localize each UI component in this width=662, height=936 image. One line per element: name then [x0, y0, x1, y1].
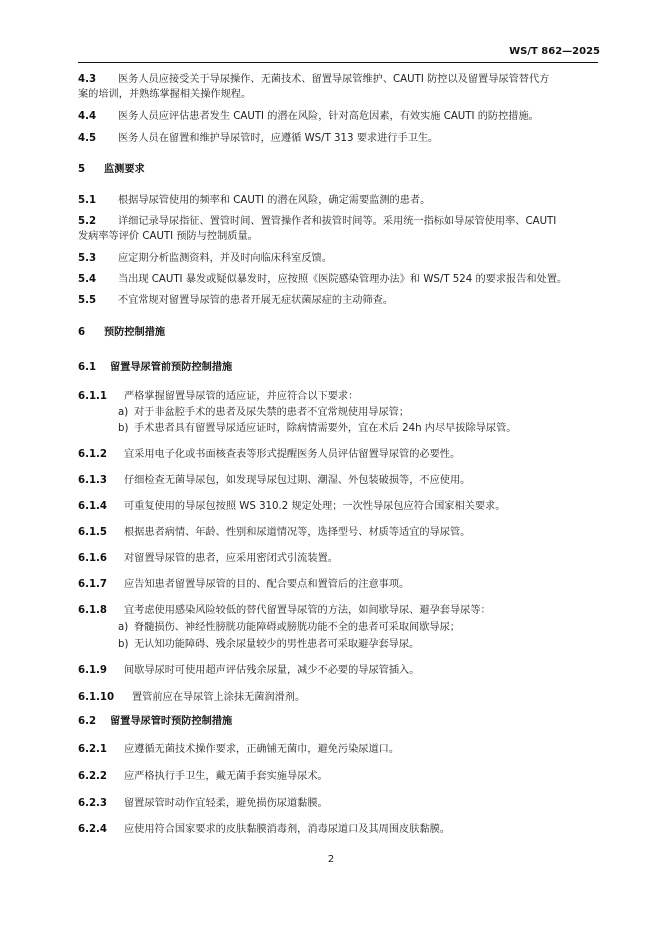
- section-number: 5: [78, 164, 86, 175]
- subsection-title: 留置导尿管时预防控制措施: [110, 716, 233, 727]
- clause-text: 可重复使用的导尿包按照 WS 310.2 规定处理；一次性导尿包应符合国家相关要求。: [124, 501, 506, 512]
- clause-number: 4.5: [78, 133, 97, 144]
- clause-6-2-1: [78, 742, 598, 757]
- clause-6-1-3: [78, 473, 598, 488]
- clause-6-2-2: [78, 769, 598, 784]
- clause-6-2-3: [78, 796, 598, 811]
- clause-text: 严格掌握留置导尿管的适应证，并应符合以下要求：: [124, 391, 359, 402]
- clause-number: 6.1.6: [78, 553, 108, 564]
- clause-number: 6.1.2: [78, 449, 108, 460]
- clause-text: 留置尿管时动作宜轻柔，避免损伤尿道黏膜。: [124, 798, 328, 809]
- clause-text: 医务人员应接受关于导尿操作、无菌技术、留置导尿管维护、CAUTI 防控以及留置导尿管替代方: [118, 74, 550, 85]
- clause-text: 仔细检查无菌导尿包，如发现导尿包过期、潮湿、外包装破损等，不应使用。: [124, 475, 471, 486]
- list-item-b: [118, 637, 598, 652]
- clause-number: 6.1.10: [78, 692, 115, 703]
- clause-4-4: [78, 109, 598, 124]
- clause-number: 5.1: [78, 195, 97, 206]
- section-title: 预防控制措施: [104, 327, 166, 338]
- clause-text: 详细记录导尿指征、置管时间、置管操作者和拔管时间等。采用统一指标如导尿管使用率、CAUTI: [118, 216, 557, 227]
- clause-6-1-4: [78, 499, 598, 514]
- clause-6-1-9: [78, 663, 598, 678]
- clause-text: 根据患者病情、年龄、性别和尿道情况等，选择型号、材质等适宜的导尿管。: [124, 527, 471, 538]
- subsection-number: 6.1: [78, 362, 97, 373]
- clause-number: 4.4: [78, 111, 97, 122]
- clause-text: 根据导尿管使用的频率和 CAUTI 的潜在风险，确定需要监测的患者。: [118, 195, 431, 206]
- clause-number: 6.2.3: [78, 798, 108, 809]
- clause-text: 应告知患者留置导尿管的目的、配合要点和置管后的注意事项。: [124, 579, 410, 590]
- section-heading-5: [78, 162, 598, 177]
- list-text: 脊髓损伤、神经性膀胱功能障碍或膀胱功能不全的患者可采取间歇导尿；: [134, 622, 460, 633]
- clause-5-3: [78, 251, 598, 266]
- clause-number: 6.1.4: [78, 501, 108, 512]
- list-item-a: [118, 405, 598, 420]
- clause-text: 医务人员在留置和维护导尿管时，应遵循 WS/T 313 要求进行手卫生。: [118, 133, 439, 144]
- list-item-a: [118, 620, 598, 635]
- list-marker: b): [118, 423, 129, 434]
- clause-text: 应严格执行手卫生，戴无菌手套实施导尿术。: [124, 771, 328, 782]
- clause-6-1-8: [78, 603, 598, 618]
- subsection-number: 6.2: [78, 716, 97, 727]
- section-number: 6: [78, 327, 86, 338]
- clause-text: 间歇导尿时可使用超声评估残余尿量，减少不必要的导尿管插入。: [124, 665, 420, 676]
- clause-number: 6.1.7: [78, 579, 108, 590]
- clause-text: 对留置导尿管的患者，应采用密闭式引流装置。: [124, 553, 338, 564]
- list-text: 无认知功能障碍、残余尿量较少的男性患者可采取避孕套导尿。: [134, 639, 420, 650]
- list-text: 手术患者具有留置导尿适应证时，除病情需要外，宜在术后 24h 内尽早拔除导尿管。: [134, 423, 517, 434]
- clause-text: 宜考虑使用感染风险较低的替代留置导尿管的方法，如间歇导尿、避孕套导尿等：: [124, 605, 491, 616]
- clause-number: 6.1.8: [78, 605, 108, 616]
- clause-number: 5.5: [78, 295, 97, 306]
- clause-number: 4.3: [78, 74, 97, 85]
- clause-5-5: [78, 293, 598, 308]
- clause-5-4: [78, 272, 598, 287]
- subsection-heading-6-2: [78, 714, 598, 729]
- clause-number: 6.1.5: [78, 527, 108, 538]
- section-heading-6: [78, 325, 598, 340]
- clause-number: 6.1.9: [78, 665, 108, 676]
- clause-text-continued: 案的培训，并熟练掌握相关操作规程。: [78, 89, 252, 100]
- clause-text: 置管前应在导尿管上涂抹无菌润滑剂。: [132, 692, 306, 703]
- clause-4-5: [78, 131, 598, 146]
- list-item-b: [118, 421, 598, 436]
- clause-text: 不宜常规对留置导尿管的患者开展无症状菌尿症的主动筛查。: [118, 295, 394, 306]
- clause-text: 应遵循无菌技术操作要求，正确铺无菌巾，避免污染尿道口。: [124, 744, 400, 755]
- clause-text: 当出现 CAUTI 暴发或疑似暴发时，应按照《医院感染管理办法》和 WS/T 524 的要求报告和处置。: [118, 274, 568, 285]
- clause-5-1: [78, 193, 598, 208]
- standard-code: WS/T 862—2025: [509, 46, 600, 57]
- list-marker: b): [118, 639, 129, 650]
- header-rule: [78, 62, 598, 63]
- clause-text: 应定期分析监测资料，并及时向临床科室反馈。: [118, 253, 332, 264]
- clause-number: 6.2.1: [78, 744, 108, 755]
- clause-6-1-10: [78, 690, 598, 705]
- list-marker: a): [118, 622, 129, 633]
- clause-number: 6.1.1: [78, 391, 108, 402]
- clause-text: 医务人员应评估患者发生 CAUTI 的潜在风险，针对高危因素，有效实施 CAUTI 的防控措施。: [118, 111, 539, 122]
- clause-text-continued: 发病率等评价 CAUTI 预防与控制质量。: [78, 231, 258, 242]
- page-number: 2: [327, 854, 335, 865]
- clause-6-1-5: [78, 525, 598, 540]
- list-marker: a): [118, 407, 129, 418]
- clause-6-1-2: [78, 447, 598, 462]
- clause-number: 6.1.3: [78, 475, 108, 486]
- clause-text: 宜采用电子化或书面核查表等形式提醒医务人员评估留置导尿管的必要性。: [124, 449, 461, 460]
- clause-6-1-6: [78, 551, 598, 566]
- subsection-heading-6-1: [78, 360, 598, 375]
- clause-6-1-1: [78, 389, 598, 404]
- section-title: 监测要求: [104, 164, 145, 175]
- list-text: 对于非盆腔手术的患者及尿失禁的患者不宜常规使用导尿管；: [134, 407, 410, 418]
- clause-4-3: [78, 72, 598, 102]
- clause-number: 5.4: [78, 274, 97, 285]
- clause-6-2-4: [78, 822, 598, 837]
- clause-number: 6.2.2: [78, 771, 108, 782]
- clause-number: 5.2: [78, 216, 97, 227]
- clause-number: 5.3: [78, 253, 97, 264]
- clause-5-2: [78, 214, 598, 244]
- clause-6-1-7: [78, 577, 598, 592]
- subsection-title: 留置导尿管前预防控制措施: [110, 362, 233, 373]
- clause-text: 应使用符合国家要求的皮肤黏膜消毒剂，消毒尿道口及其周围皮肤黏膜。: [124, 824, 450, 835]
- clause-number: 6.2.4: [78, 824, 108, 835]
